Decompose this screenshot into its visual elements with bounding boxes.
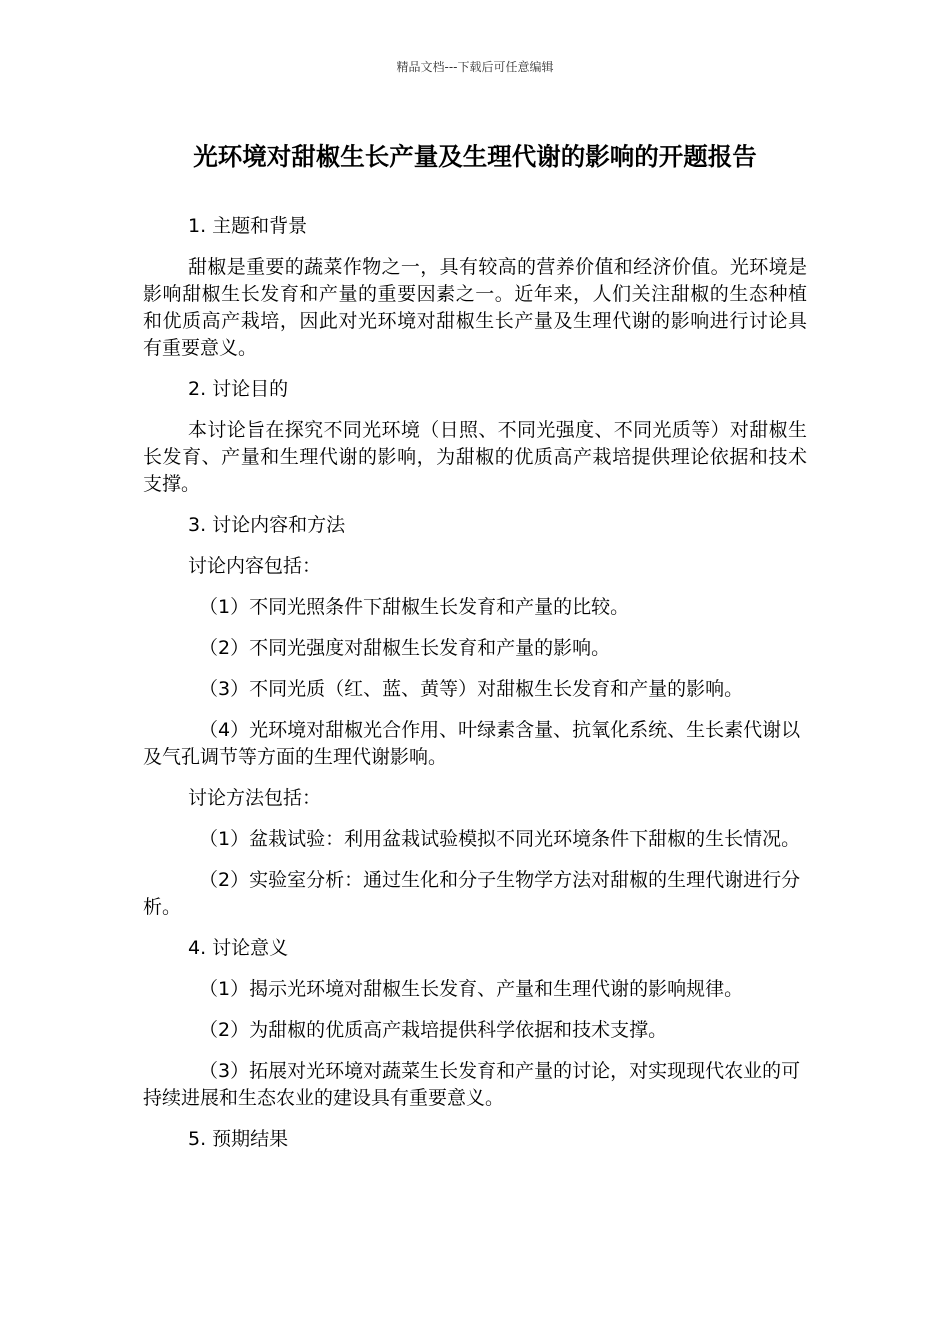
content-intro: 讨论内容包括：: [188, 555, 322, 577]
section-5-heading: 5. 预期结果: [188, 1128, 289, 1150]
document-body: [143, 213, 807, 1167]
section-3-heading: 3. 讨论内容和方法: [188, 514, 346, 536]
significance-item-1: （1）揭示光环境对甜椒生长发育、产量和生理代谢的影响规律。: [199, 978, 744, 1000]
page-header-note: 精品文档---下载后可任意编辑: [396, 60, 554, 74]
section-2-paragraph: 本讨论旨在探究不同光环境（日照、不同光强度、不同光质等）对甜椒生长发育、产量和生理代谢的影响，为甜椒的优质高产栽培提供理论依据和技术支撑。: [143, 419, 807, 495]
content-item-2: （2）不同光强度对甜椒生长发育和产量的影响。: [199, 637, 611, 659]
significance-item-2: （2）为甜椒的优质高产栽培提供科学依据和技术支撑。: [199, 1019, 668, 1041]
section-1-paragraph: 甜椒是重要的蔬菜作物之一，具有较高的营养价值和经济价值。光环境是影响甜椒生长发育和产量的重要因素之一。近年来，人们关注甜椒的生态种植和优质高产栽培，因此对光环境对甜椒生长产量及生理代谢的影响进行讨论具有重要意义。: [143, 256, 807, 359]
method-item-2: （2）实验室分析：通过生化和分子生物学方法对甜椒的生理代谢进行分析。: [143, 869, 801, 918]
method-item-1: （1）盆栽试验：利用盆栽试验模拟不同光环境条件下甜椒的生长情况。: [199, 828, 801, 850]
document-title: 光环境对甜椒生长产量及生理代谢的影响的开题报告: [193, 142, 757, 171]
section-1-heading: 1. 主题和背景: [188, 215, 308, 237]
content-item-1: （1）不同光照条件下甜椒生长发育和产量的比较。: [199, 596, 630, 618]
section-2-heading: 2. 讨论目的: [188, 378, 289, 400]
method-intro: 讨论方法包括：: [188, 787, 322, 809]
content-item-4: （4）光环境对甜椒光合作用、叶绿素含量、抗氧化系统、生长素代谢以及气孔调节等方面的生理代谢影响。: [143, 719, 801, 768]
significance-item-3: （3）拓展对光环境对蔬菜生长发育和产量的讨论，对实现现代农业的可持续进展和生态农业的建设具有重要意义。: [143, 1060, 801, 1109]
content-item-3: （3）不同光质（红、蓝、黄等）对甜椒生长发育和产量的影响。: [199, 678, 744, 700]
section-4-heading: 4. 讨论意义: [188, 937, 289, 959]
